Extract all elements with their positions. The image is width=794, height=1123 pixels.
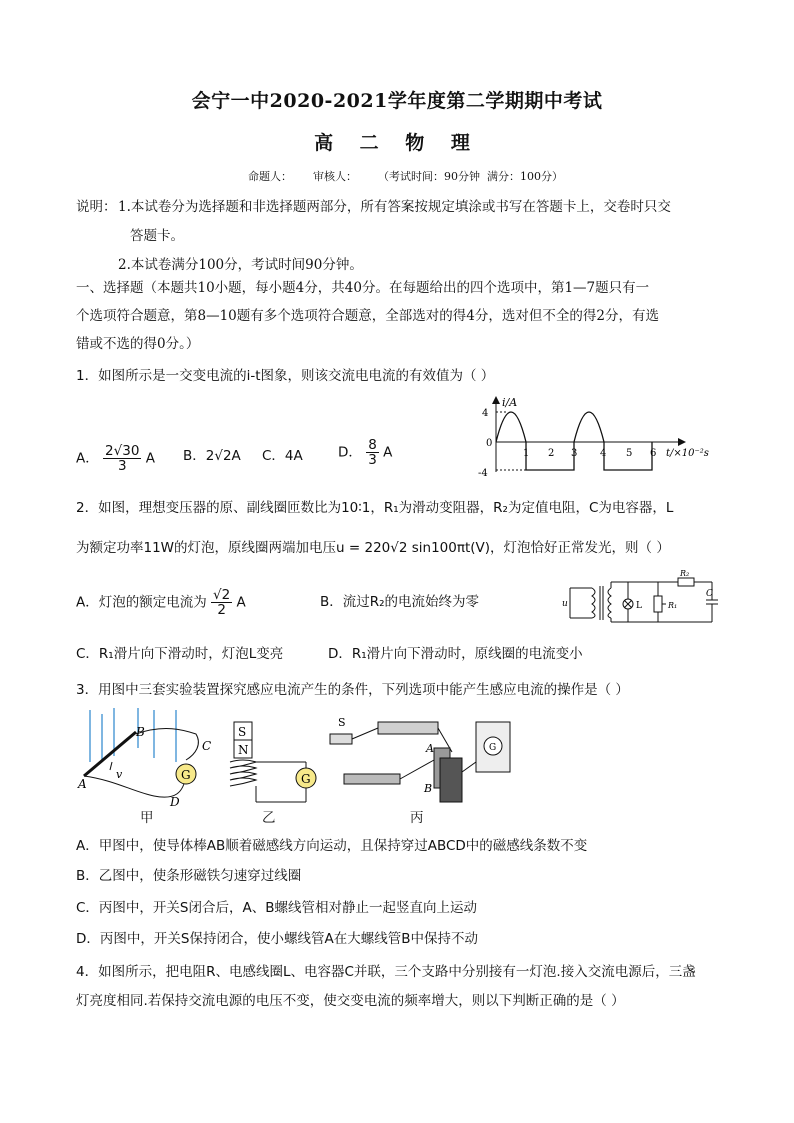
q2-a-fraction	[211, 588, 232, 617]
q3-option-a: A．甲图中，使导体棒AB顺着磁感线方向运动，且保持穿过ABCD中的磁感线条数不变	[76, 838, 588, 854]
bing-G-label: G	[489, 743, 497, 753]
q3-option-d: D．丙图中，开关S保持闭合，使小螺线管A在大螺线管B中保持不动	[76, 931, 478, 947]
q1-a-den: 3	[117, 458, 127, 474]
q2-option-b: B．流过R₂的电流始终为零	[320, 594, 480, 610]
jia-v-label: v	[116, 768, 123, 781]
q1-option-a	[76, 444, 155, 473]
jia-D-label: D	[170, 795, 180, 809]
q2-r2-resistor	[678, 578, 694, 586]
x-axis-arrow	[678, 438, 686, 446]
q2-R2-label: R₂	[680, 570, 690, 578]
q4-stem-2: 灯亮度相同.若保持交流电源的电压不变，使交变电流的频率增大，则以下判断正确的是（ ）	[76, 993, 625, 1009]
q2-L-label: L	[636, 601, 642, 611]
bing-wire-1	[352, 728, 378, 739]
q1-stem: 1．如图所示是一交变电流的i-t图象，则该交流电电流的有效值为（ ）	[76, 368, 495, 384]
x-tick-3: 3	[571, 448, 578, 459]
notes-line1b: 答题卡。	[130, 228, 184, 244]
yi-S-label: S	[238, 725, 247, 739]
q1-d-label: D．	[338, 444, 362, 461]
q2-R1-label: R₁	[668, 601, 678, 610]
bing-B-label: B	[424, 782, 433, 795]
q2-circuit-diagram	[562, 570, 722, 630]
rail-bottom	[84, 774, 186, 797]
coil-yi	[230, 760, 256, 786]
exam-title: 会宁一中2020-2021学年度第二学期期中考试	[191, 90, 603, 112]
q1-a-label: A．	[76, 450, 99, 467]
yi-N-label: N	[238, 743, 249, 757]
bing-wire-3	[400, 760, 434, 779]
q2-stem-2: 为额定功率11W的灯泡，原线圈两端加电压u = 220√2 sin100πt(V)，灯泡恰好正常发光，则（ ）	[76, 540, 670, 556]
q1-d-den: 3	[368, 452, 377, 468]
q3-option-c: C．丙图中，开关S闭合后，A、B螺线管相对静止一起竖直向上运动	[76, 900, 477, 916]
q2-primary-coil	[592, 588, 595, 618]
q1-option-c: C．4A	[262, 448, 303, 464]
q3-fig-bing	[322, 712, 522, 812]
x-tick-5: 5	[626, 448, 633, 459]
x-tick-1: 1	[523, 448, 530, 459]
q2-stem-1: 2．如图，理想变压器的原、副线圈匝数比为10∶1，R₁为滑动变阻器，R₂为定值电阻，C为电容器，L	[76, 500, 674, 516]
jia-C-label: C	[202, 739, 212, 753]
battery-box	[378, 722, 438, 734]
x-axis-label: t/×10⁻²s	[666, 448, 709, 459]
rail-top	[136, 729, 198, 760]
bing-wire-4	[462, 762, 476, 772]
q3-option-b: B．乙图中，使条形磁铁匀速穿过线圈	[76, 868, 302, 884]
q1-it-graph	[478, 392, 718, 480]
switch-base	[330, 734, 352, 744]
q3-stem: 3．用图中三套实验装置探究感应电流产生的条件，下列选项中能产生感应电流的操作是（ ）	[76, 682, 629, 698]
x-tick-2: 2	[548, 448, 555, 459]
subject-title: 高 二 物 理	[314, 132, 480, 154]
bing-S-label: S	[338, 716, 346, 729]
q2-option-d: D．R₁滑片向下滑动时，原线圈的电流变小	[328, 646, 583, 662]
q3-label-yi: 乙	[262, 810, 276, 826]
q1-d-fraction	[366, 438, 379, 467]
q1-a-fraction	[103, 444, 141, 473]
q3-fig-jia	[74, 704, 224, 814]
q3-label-bing: 丙	[410, 810, 424, 826]
y-axis-label: i/A	[502, 396, 518, 409]
q2-option-c: C．R₁滑片向下滑动时，灯泡L变亮	[76, 646, 284, 662]
notes-line2: 2.本试卷满分100分，考试时间90分钟。	[118, 257, 363, 273]
q2-a-num: √2	[213, 587, 231, 603]
q2-a-den: 2	[217, 602, 226, 618]
q1-d-unit: A	[383, 444, 393, 461]
q1-d-num: 8	[368, 437, 377, 453]
x-tick-6: 6	[650, 448, 657, 459]
q4-stem-1: 4．如图所示，把电阻R、电感线圈L、电容器C并联，三个支路中分别接有一灯泡.接入交流电源后，三盏	[76, 964, 696, 980]
yi-G-label: G	[301, 772, 311, 786]
rheostat	[344, 774, 400, 784]
q1-option-d	[338, 438, 392, 467]
q2-r1-resistor	[654, 596, 662, 612]
q2-secondary-coil	[608, 588, 611, 618]
jia-B-label: B	[136, 725, 145, 739]
q2-a-label: A．灯泡的额定电流为	[76, 594, 207, 611]
q3-label-jia: 甲	[140, 810, 154, 826]
notes-line1a: 1.本试卷分为选择题和非选择题两部分，所有答案按规定填涂或书写在答题卡上，交卷时只交	[118, 199, 671, 215]
section1-line2: 个选项符合题意，第8—10题有多个选项符合题意，全部选对的得4分，选对但不全的得2分，有选	[76, 308, 659, 324]
jia-A-label: A	[78, 777, 87, 791]
large-solenoid-b	[440, 758, 462, 802]
x-tick-4: 4	[600, 448, 607, 459]
section1-line3: 错或不选的得0分。）	[76, 336, 200, 352]
y-axis-arrow	[492, 396, 500, 404]
y-tick-0: 0	[486, 438, 493, 449]
q2-u-label: u	[562, 599, 568, 609]
y-tick-4: 4	[482, 408, 489, 419]
q2-a-unit: A	[236, 594, 246, 611]
q1-a-num: 2√30	[105, 443, 140, 459]
jia-G-label: G	[181, 768, 191, 782]
exam-meta: 命题人： 审核人： （考试时间：90分钟 满分：100分）	[248, 170, 563, 183]
bing-A-label: A	[426, 742, 434, 755]
q1-option-b: B．2√2A	[183, 448, 241, 464]
q1-sine-half-2	[574, 412, 604, 442]
q3-fig-yi	[226, 718, 326, 808]
q2-C-label: C	[706, 589, 713, 599]
y-tick-neg4: -4	[478, 468, 488, 479]
section1-line1: 一、选择题（本题共10小题，每小题4分，共40分。在每题给出的四个选项中，第1—7题只有一	[76, 280, 650, 296]
q1-sine-half-1	[496, 412, 526, 442]
q2-option-a	[76, 588, 246, 617]
q1-a-unit: A	[145, 450, 155, 467]
notes-label: 说明：	[76, 199, 117, 215]
velocity-arrow	[110, 762, 112, 770]
